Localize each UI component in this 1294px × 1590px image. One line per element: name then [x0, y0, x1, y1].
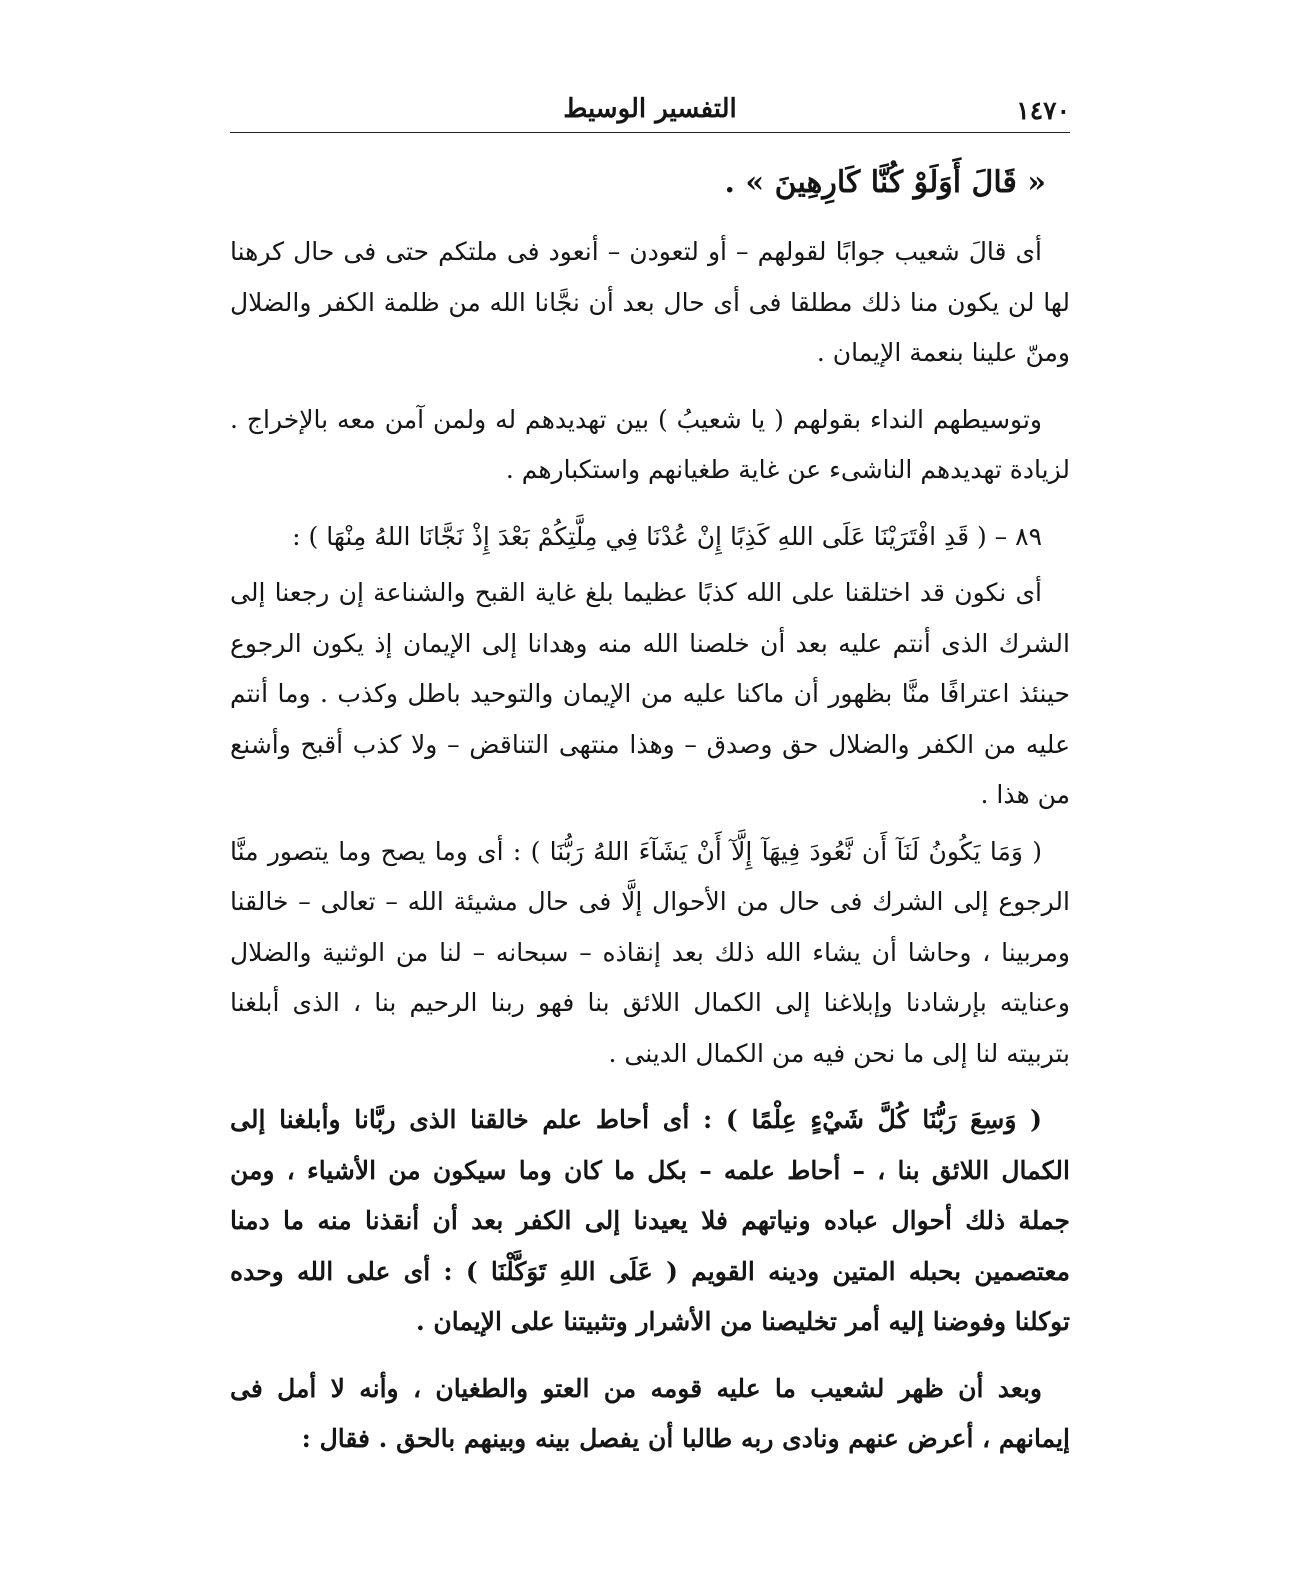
paragraph: ( وَمَا يَكُونُ لَنَآ أَن نَّعُودَ فِيهَآ إِلَّآ أَنْ يَشَآءَ اللهُ رَبُّنَا ) : أى وما يصح وما يتصور منَّا الرجوع إلى الشرك فى حال من الأحوال إلَّا فى حال مشيئة الله – تعالى – خالقنا ومربينا ، وحاشا أن يشاء الله ذلك بعد إنقاذه – سبحانه – لنا من الوثنية والضلال وعنايته بإرشادنا وإبلاغنا إلى الكمال اللائق بنا فهو ربنا الرحيم بنا ، الذى أبلغنا بتربيته لنا إلى ما نحن فيه من الكمال الدينى .	[230, 836, 1070, 1068]
page-body	[230, 155, 1070, 1465]
paragraph: وبعد أن ظهر لشعيب ما عليه قومه من العتو والطغيان ، وأنه لا أمل فى إيمانهم ، أعرض عنهم ونادى ربه طالبا أن يفصل بينه وبينهم بالحق . فقال :	[230, 1373, 1070, 1453]
book-page	[230, 92, 1070, 1532]
page-number: ١٤٧٠	[1016, 96, 1070, 125]
page-header	[230, 92, 1070, 133]
paragraph: ( وَسِعَ رَبُّنَا كُلَّ شَيْءٍ عِلْمًا ) : أى أحاط علم خالقنا الذى ربَّانا وأبلغنا إلى الكمال اللائق بنا ، – أحاط علمه – بكل ما كان وما سيكون من الأشياء ، ومن جملة ذلك أحوال عباده ونياتهم فلا يعيدنا إلى الكفر بعد أن أنقذنا منه ما دمنا معتصمين بحبله المتين ودينه القويم ( عَلَى اللهِ تَوَكَّلْنَا ) : أى على الله وحده توكلنا وفوضنا إليه أمر تخليصنا من الأشرار وتثبيتنا على الإيمان .	[230, 1105, 1070, 1336]
verse-heading: « قَالَ أَوَلَوْ كُنَّا كَارِهِينَ » .	[724, 165, 1046, 200]
paragraph: أى قالَ شعيب جوابًا لقولهم – أو لتعودن – أنعود فى ملتكم حتى فى حال كرهنا لها لن يكون منا ذلك مطلقا فى أى حال بعد أن نجَّانا الله من ظلمة الكفر والضلال ومنّ علينا بنعمة الإيمان .	[230, 237, 1070, 367]
verse-paragraph: ٨٩ – ( قَدِ افْتَرَيْنَا عَلَى اللهِ كَذِبًا إِنْ عُدْنَا فِي مِلَّتِكُمْ بَعْدَ إِذْ نَجَّانَا اللهُ مِنْهَا ) :	[292, 521, 1042, 551]
running-title: التفسير الوسيط	[563, 94, 737, 124]
paragraph: وتوسيطهم النداء بقولهم ( يا شعيبُ ) بين تهديدهم له ولمن آمن معه بالإخراج . لزيادة تهديدهم الناشىء عن غاية طغيانهم واستكبارهم .	[230, 404, 1070, 484]
paragraph: أى نكون قد اختلقنا على الله كذبًا عظيما بلغ غاية القبح والشناعة إن رجعنا إلى الشرك الذى أنتم عليه بعد أن خلصنا الله منه وهدانا إلى الإيمان إذ يكون الرجوع حينئذ اعترافًا منَّا بظهور أن ماكنا عليه من الإيمان والتوحيد باطل وكذب . وما أنتم عليه من الكفر والضلال حق وصدق – وهذا منتهى التناقض – ولا كذب أقبح وأشنع من هذا .	[230, 578, 1070, 809]
